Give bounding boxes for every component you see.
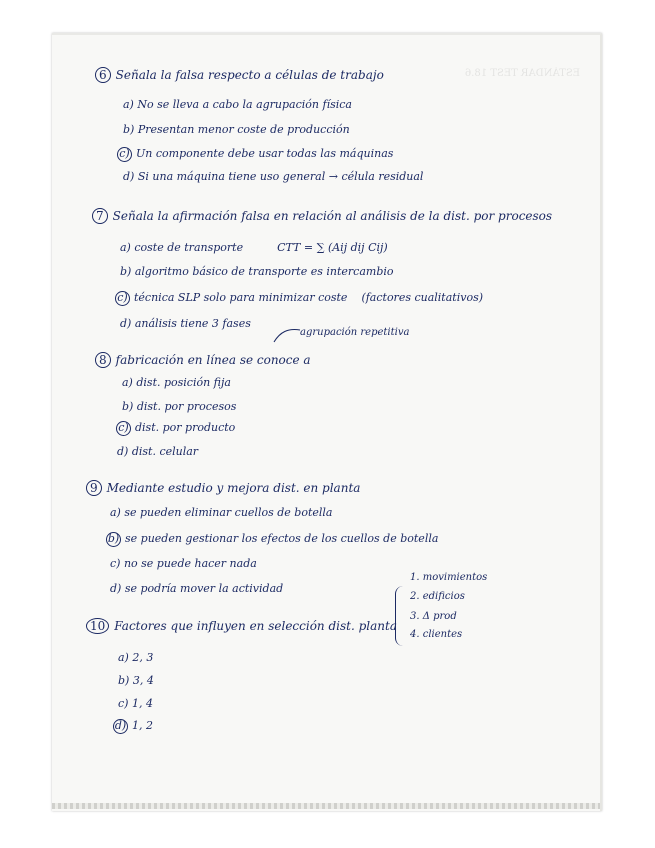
factor-2: 2. edificios [410,591,465,602]
answer-circle: c) [117,147,132,162]
q7-option-c-selected [115,291,483,306]
q7-option-b [120,265,394,278]
q8-option-c-selected [116,421,235,436]
option-text: No se lleva a cabo la agrupación física [137,98,352,111]
answer-circle: c) [116,421,131,436]
option-note: (factores cualitativos) [361,291,484,304]
option-letter: c) [118,697,129,710]
question-10-text: Factores que influyen en selección dist. planta [114,619,397,633]
q7-side-note: agrupación repetitiva [300,327,410,338]
option-text: análisis tiene 3 fases [134,317,251,330]
question-8-header [95,352,311,368]
option-text: dist. celular [131,445,199,458]
option-text: 1, 2 [132,719,153,732]
factors-bracket [395,586,404,646]
option-text: 3, 4 [132,674,154,687]
question-7-text: Señala la afirmación falsa en relación al análisis de la dist. por procesos [112,209,553,223]
option-text: dist. posición fija [136,376,231,389]
q8-option-d [117,445,198,458]
question-10-header [86,618,397,634]
factor-1: 1. movimientos [410,572,488,583]
option-text: no se puede hacer nada [123,557,257,570]
question-8-number: 8 [95,352,111,368]
question-6-number: 6 [95,67,111,83]
question-9-text: Mediante estudio y mejora dist. en planta [106,481,361,495]
q8-option-b [122,400,236,413]
option-letter: b) [123,123,135,136]
q10-option-d-selected [113,719,153,734]
q10-option-a [118,651,153,664]
question-9-number: 9 [86,480,102,496]
q8-option-a [122,376,231,389]
factor-4: 4. clientes [410,629,463,640]
option-text: se pueden eliminar cuellos de botella [124,506,333,519]
q7-option-a [120,241,388,254]
factor-3: 3. Δ prod [410,611,457,622]
question-8-text: fabricación en línea se conoce a [115,353,311,367]
option-letter: b) [118,674,130,687]
annotation-arrow [270,322,302,344]
q9-option-d [110,582,283,595]
option-text: se podría mover la actividad [124,582,284,595]
option-text: coste de transporte [134,241,244,254]
option-text: dist. por procesos [136,400,237,413]
q9-option-c [110,557,257,570]
q7-option-d [120,317,251,330]
q6-option-b [123,123,350,136]
answer-circle: c) [115,291,130,306]
transport-cost-formula: CTT = ∑ (Aij dij Cij) [277,241,388,254]
option-letter: b) [122,400,134,413]
option-letter: d) [123,170,135,183]
question-7-number: 7 [92,208,108,224]
q6-option-d [123,170,423,183]
option-text: Un componente debe usar todas las máquinas [136,147,394,160]
answer-circle: b) [107,532,120,545]
option-letter: a) [122,376,133,389]
option-letter: a) [123,98,134,111]
question-6-text: Señala la falsa respecto a células de trabajo [115,68,384,82]
option-letter: d) [117,445,129,458]
paper-edge [52,803,600,809]
option-text: 1, 4 [131,697,153,710]
option-text: se pueden gestionar los efectos de los cuellos de botella [125,532,439,545]
option-text: Si una máquina tiene uso general → célula residual [137,170,424,183]
answer-circle: d) [114,719,127,732]
q9-option-b-selected [106,532,438,547]
option-letter: d) [110,582,122,595]
option-letter: a) [118,651,129,664]
q10-option-c [118,697,153,710]
bleed-title: ESTÁNDAR TEST 18.6 [464,68,580,79]
option-text: 2, 3 [132,651,154,664]
question-7-header [92,208,552,224]
bleed-through-text [440,60,580,480]
option-letter: a) [110,506,121,519]
option-text: dist. por producto [135,421,236,434]
option-text: algoritmo básico de transporte es intercambio [134,265,394,278]
option-letter: a) [120,241,131,254]
question-9-header [86,480,360,496]
option-text: técnica SLP solo para minimizar coste [134,291,348,304]
q9-option-a [110,506,332,519]
q6-option-a [123,98,352,111]
option-letter: c) [110,557,121,570]
q6-option-c-selected [117,147,393,162]
option-text: Presentan menor coste de producción [137,123,350,136]
q10-option-b [118,674,154,687]
question-6-header [95,67,384,83]
question-10-number: 10 [86,618,109,634]
option-letter: d) [120,317,132,330]
option-letter: b) [120,265,132,278]
